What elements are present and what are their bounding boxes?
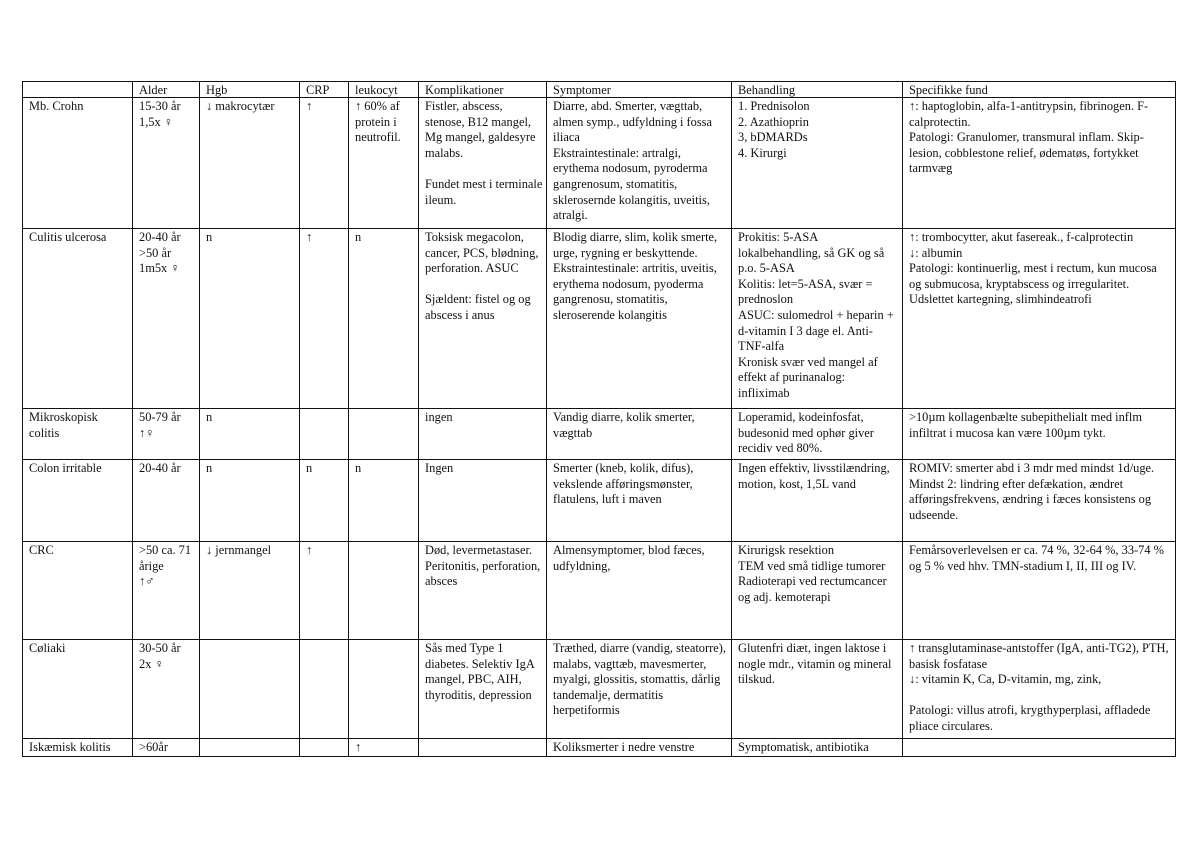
disease-name-cell: Culitis ulcerosa (23, 229, 133, 409)
specifikke-fund-cell: ↑: trombocytter, akut fasereak., f-calprotectin ↓: albumin Patologi: kontinuerlig, mest i rectum, kun mucosa og submucosa, kryptabscess og irregularitet. Udslettet kartegning, slimhindeatrofi (903, 229, 1176, 409)
header-cell-hgb: Hgb (200, 82, 300, 98)
table-row (23, 460, 1176, 542)
header-cell-alder: Alder (133, 82, 200, 98)
komplikationer-cell: Toksisk megacolon, cancer, PCS, blødning, perforation. ASUC Sjældent: fistel og og abscess i anus (419, 229, 547, 409)
table-row (23, 739, 1176, 757)
specifikke-fund-cell (903, 739, 1176, 757)
leukocyt-cell: ↑ (349, 739, 419, 757)
hgb-cell (200, 739, 300, 757)
komplikationer-cell: Død, levermetastaser. Peritonitis, perforation, absces (419, 542, 547, 640)
crp-cell (300, 640, 349, 739)
komplikationer-cell: ingen (419, 409, 547, 460)
crp-cell: ↑ (300, 229, 349, 409)
leukocyt-cell (349, 542, 419, 640)
table-header-row (23, 82, 1176, 98)
leukocyt-cell: n (349, 229, 419, 409)
symptomer-cell: Almensymptomer, blod fæces, udfyldning, (547, 542, 732, 640)
specifikke-fund-cell: ROMIV: smerter abd i 3 mdr med mindst 1d/uge. Mindst 2: lindring efter defækation, ændret afføringsfrekvens, ændring i fæces konsistens og udseende. (903, 460, 1176, 542)
behandling-cell: Loperamid, kodeinfosfat, budesonid med ophør giver recidiv ved 80%. (732, 409, 903, 460)
hgb-cell: n (200, 229, 300, 409)
age-cell: 30-50 år 2x ♀ (133, 640, 200, 739)
behandling-cell: 1. Prednisolon 2. Azathioprin 3, bDMARDs 4. Kirurgi (732, 98, 903, 229)
age-cell: 20-40 år >50 år 1m5x ♀ (133, 229, 200, 409)
specifikke-fund-cell: ↑: haptoglobin, alfa-1-antitrypsin, fibrinogen. F-calprotectin. Patologi: Granulomer, transmural inflam. Skip-lesion, cobblestone relief, ødematøs, fortykket tarmvæg (903, 98, 1176, 229)
hgb-cell (200, 640, 300, 739)
hgb-cell: n (200, 460, 300, 542)
symptomer-cell: Blodig diarre, slim, kolik smerte, urge, rygning er beskyttende. Ekstraintestinale: artritis, uveitis, erythema nodosum, pyoderma gangrenosu, stomatitis, sleroserende kolangitis (547, 229, 732, 409)
behandling-cell: Ingen effektiv, livsstilændring, motion, kost, 1,5L vand (732, 460, 903, 542)
header-cell-specifikke-fund: Specifikke fund (903, 82, 1176, 98)
header-cell-komplikationer: Komplikationer (419, 82, 547, 98)
behandling-cell: Prokitis: 5-ASA lokalbehandling, så GK og så p.o. 5-ASA Kolitis: let=5-ASA, svær = prednoslon ASUC: sulomedrol + heparin + d-vitamin I 3 dage el. Anti-TNF-alfa Kronisk svær ved mangel af effekt af purinanalog: infliximab (732, 229, 903, 409)
table-row (23, 640, 1176, 739)
specifikke-fund-cell: >10µm kollagenbælte subepithelialt med inflm infiltrat i mucosa kan være 100µm tykt. (903, 409, 1176, 460)
header-cell-leukocyt: leukocyt (349, 82, 419, 98)
behandling-cell: Kirurigsk resektion TEM ved små tidlige tumorer Radioterapi ved rectumcancer og adj. kemoterapi (732, 542, 903, 640)
symptomer-cell: Træthed, diarre (vandig, steatorre), malabs, vagttæb, mavesmerter, myalgi, glossitis, stomattis, dårlig tandemalje, dermatitis herpetiformis (547, 640, 732, 739)
header-cell-behandling: Behandling (732, 82, 903, 98)
crp-cell: ↑ (300, 98, 349, 229)
disease-name-cell: CRC (23, 542, 133, 640)
table-row (23, 98, 1176, 229)
disease-name-cell: Colon irritable (23, 460, 133, 542)
age-cell: >60år (133, 739, 200, 757)
crp-cell (300, 739, 349, 757)
disease-name-cell: Cøliaki (23, 640, 133, 739)
leukocyt-cell: n (349, 460, 419, 542)
symptomer-cell: Koliksmerter i nedre venstre (547, 739, 732, 757)
disease-comparison-table (22, 81, 1176, 757)
specifikke-fund-cell: ↑ transglutaminase-antstoffer (IgA, anti-TG2), PTH, basisk fosfatase ↓: vitamin K, Ca, D-vitamin, mg, zink, Patologi: villus atrofi, krygthyperplasi, affladede pliace circulares. (903, 640, 1176, 739)
symptomer-cell: Vandig diarre, kolik smerter, vægttab (547, 409, 732, 460)
komplikationer-cell: Fistler, abscess, stenose, B12 mangel, Mg mangel, galdesyre malabs. Fundet mest i terminale ileum. (419, 98, 547, 229)
table-row (23, 409, 1176, 460)
symptomer-cell: Diarre, abd. Smerter, vægttab, almen symp., udfyldning i fossa iliaca Ekstraintestinale: artralgi, erythema nodosum, pyroderma gangrenosum, stomatitis, sklerosernde kolangitis, uveitis, atralgi. (547, 98, 732, 229)
age-cell: 50-79 år ↑♀ (133, 409, 200, 460)
crp-cell (300, 409, 349, 460)
leukocyt-cell (349, 409, 419, 460)
age-cell: >50 ca. 71 årige ↑♂ (133, 542, 200, 640)
disease-name-cell: Mikroskopisk colitis (23, 409, 133, 460)
header-cell-crp: CRP (300, 82, 349, 98)
header-cell-empty (23, 82, 133, 98)
leukocyt-cell (349, 640, 419, 739)
table-row (23, 229, 1176, 409)
hgb-cell: ↓ makrocytær (200, 98, 300, 229)
komplikationer-cell: Ingen (419, 460, 547, 542)
behandling-cell: Glutenfri diæt, ingen laktose i nogle mdr., vitamin og mineral tilskud. (732, 640, 903, 739)
age-cell: 20-40 år (133, 460, 200, 542)
behandling-cell: Symptomatisk, antibiotika (732, 739, 903, 757)
crp-cell: n (300, 460, 349, 542)
symptomer-cell: Smerter (kneb, kolik, difus), vekslende afføringsmønster, flatulens, luft i maven (547, 460, 732, 542)
disease-name-cell: Mb. Crohn (23, 98, 133, 229)
komplikationer-cell (419, 739, 547, 757)
table-row (23, 542, 1176, 640)
crp-cell: ↑ (300, 542, 349, 640)
komplikationer-cell: Sås med Type 1 diabetes. Selektiv IgA mangel, PBC, AIH, thyroditis, depression (419, 640, 547, 739)
age-cell: 15-30 år 1,5x ♀ (133, 98, 200, 229)
disease-name-cell: Iskæmisk kolitis (23, 739, 133, 757)
leukocyt-cell: ↑ 60% af protein i neutrofil. (349, 98, 419, 229)
specifikke-fund-cell: Femårsoverlevelsen er ca. 74 %, 32-64 %, 33-74 % og 5 % ved hhv. TMN-stadium I, II, III og IV. (903, 542, 1176, 640)
hgb-cell: ↓ jernmangel (200, 542, 300, 640)
header-cell-symptomer: Symptomer (547, 82, 732, 98)
hgb-cell: n (200, 409, 300, 460)
